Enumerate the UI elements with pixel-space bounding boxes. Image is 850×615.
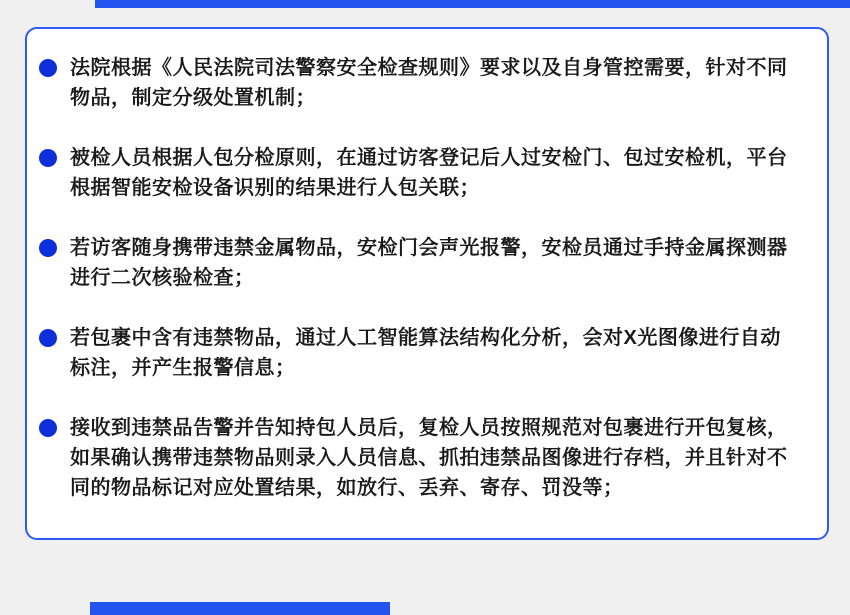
top-accent-bar bbox=[95, 0, 850, 8]
bullet-text: 接收到违禁品告警并告知持包人员后，复检人员按照规范对包裹进行开包复核，如果确认携带违禁物品则录入人员信息、抓拍违禁品图像进行存档，并且针对不同的物品标记对应处置结果，如放行、丢弃、寄存、罚没等； bbox=[70, 417, 788, 499]
bullet-text: 法院根据《人民法院司法警察安全检查规则》要求以及自身管控需要，针对不同物品，制定分级处置机制； bbox=[70, 57, 788, 109]
bullet-dot-icon bbox=[39, 59, 57, 77]
bullet-dot-icon bbox=[39, 149, 57, 167]
bullet-item bbox=[39, 53, 801, 113]
bullet-item bbox=[39, 143, 801, 203]
bullet-item bbox=[39, 233, 801, 293]
bullet-text: 若包裹中含有违禁物品，通过人工智能算法结构化分析，会对X光图像进行自动标注，并产生报警信息； bbox=[70, 327, 781, 379]
content-card bbox=[25, 27, 829, 540]
bullet-item bbox=[39, 323, 801, 383]
bullet-text: 被检人员根据人包分检原则，在通过访客登记后人过安检门、包过安检机，平台根据智能安检设备识别的结果进行人包关联； bbox=[70, 147, 788, 199]
bullet-dot-icon bbox=[39, 419, 57, 437]
bullet-dot-icon bbox=[39, 329, 57, 347]
bullet-dot-icon bbox=[39, 239, 57, 257]
bottom-accent-bar bbox=[90, 602, 390, 615]
bullet-text: 若访客随身携带违禁金属物品，安检门会声光报警，安检员通过手持金属探测器进行二次核验检查； bbox=[70, 237, 788, 289]
bullet-item bbox=[39, 413, 801, 503]
